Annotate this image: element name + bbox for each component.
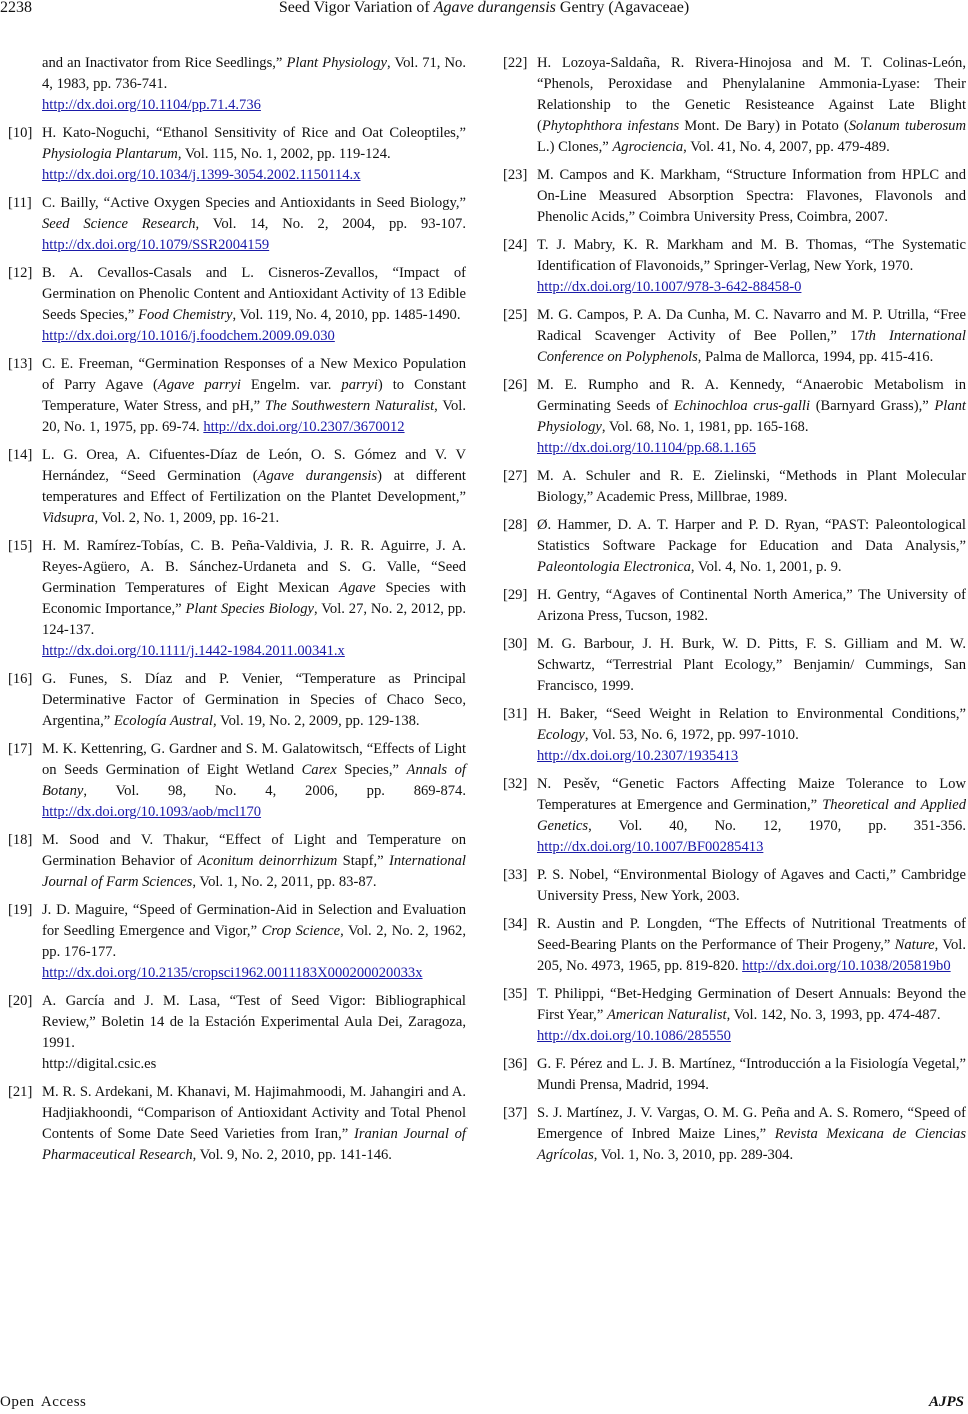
- reference-text: , Vol. 9, No. 2, 2010, pp. 141-146.: [192, 1147, 392, 1163]
- reference-text: M. G. Barbour, J. H. Burk, W. D. Pitts, F. S. Gilliam and M. W. Schwartz, “Terrestrial Plant Ecology,” Benjamin/ Cummings, San Francisco, 1999.: [537, 636, 966, 694]
- doi-link[interactable]: http://dx.doi.org/10.2307/1935413: [537, 748, 739, 764]
- reference-number: [19]: [8, 902, 33, 918]
- reference-text: T. J. Mabry, K. R. Markham and M. B. Thomas, “The Systematic Identification of Flavonoids,” Springer-Verlag, New York, 1970.: [537, 237, 966, 274]
- reference-text: H. M. Ramírez-Tobías, C. B. Peña-Valdivia, J. R. R. Aguirre, J. A. Reyes-Agüero, A. B. Sánchez-Urdaneta and S. G. Valle, “Seed Germination Temperatures of Eight Mexican: [42, 538, 466, 596]
- reference-text: H. Kato-Noguchi, “Ethanol Sensitivity of Rice and Oat Coleoptiles,”: [42, 125, 466, 141]
- reference-number: [36]: [503, 1056, 528, 1072]
- reference-number: [37]: [503, 1105, 528, 1121]
- reference-number: [10]: [8, 125, 33, 141]
- reference-text: , Vol. 27, No. 2, 2012, pp. 124-137.: [42, 601, 466, 638]
- reference-text: C. E. Freeman, “Germination Responses of a New Mexico Population of Parry Agave (: [42, 356, 466, 393]
- italic-title: Theoretical and Applied Genetics: [537, 797, 966, 834]
- reference-text: B. A. Cevallos-Casals and L. Cisneros-Zevallos, “Impact of Germination on Phenolic Content and Antioxidant Activity of 13 Edible Seeds Species,”: [42, 265, 466, 323]
- reference-entry: [499, 704, 966, 767]
- reference-text: M. Sood and V. Thakur, “Effect of Light and Temperature on Germination Behavior of: [42, 832, 466, 869]
- doi-link[interactable]: http://dx.doi.org/10.1093/aob/mcl170: [42, 804, 262, 820]
- reference-number: [22]: [503, 55, 528, 71]
- reference-number: [31]: [503, 706, 528, 722]
- reference-text: H. Gentry, “Agaves of Continental North America,” The University of Arizona Press, Tucson, 1982.: [537, 587, 966, 624]
- reference-text: Engelm. var.: [240, 377, 342, 393]
- reference-text: , Vol. 205, No. 4973, 1965, pp. 819-820.: [537, 937, 966, 974]
- reference-number: [11]: [8, 195, 32, 211]
- reference-text: , Vol. 142, No. 3, 1993, pp. 474-487.: [726, 1007, 941, 1023]
- italic-title: Vidsupra: [42, 510, 95, 526]
- reference-entry: [499, 914, 966, 977]
- italic-title: Nature: [894, 937, 935, 953]
- reference-text: , Vol. 19, No. 2, 2009, pp. 129-138.: [212, 713, 420, 729]
- reference-text: Stapf,”: [337, 853, 389, 869]
- doi-link[interactable]: http://dx.doi.org/10.1086/285550: [537, 1028, 731, 1044]
- doi-link[interactable]: http://dx.doi.org/10.2135/cropsci1962.0011183X000200020033x: [42, 965, 423, 981]
- reference-entry: [499, 1054, 966, 1096]
- reference-text: , Vol. 71, No. 4, 1983, pp. 736-741.: [42, 55, 466, 92]
- reference-text: , Vol. 115, No. 1, 2002, pp. 119-124.: [177, 146, 391, 162]
- italic-title: Seed Science Research: [42, 216, 196, 232]
- italic-title: American Naturalist: [606, 1007, 727, 1023]
- reference-entry: [4, 445, 466, 529]
- reference-text: H. Lozoya-Saldaña, R. Rivera-Hinojosa and M. T. Colinas-León, “Phenols, Peroxidase and Phenylalanine Ammonia-Lyase: Their Relationship to the Genetic Resisteance Against Late Blight (: [537, 55, 966, 134]
- italic-title: Plant Physiology: [537, 398, 966, 435]
- reference-number: [28]: [503, 517, 528, 533]
- references-right-column: [499, 53, 966, 1173]
- reference-text: Mont. De Bary) in Potato (: [679, 118, 849, 134]
- italic-title: The Southwestern Naturalist: [264, 398, 435, 414]
- italic-title: Ecology: [537, 727, 585, 743]
- reference-text: G. Funes, S. Díaz and P. Venier, “Temperature as Principal Determinative Factor of Germination in Species of Chaco Seco, Argentina,”: [42, 671, 466, 729]
- reference-number: [13]: [8, 356, 33, 372]
- reference-text: , Vol. 1, No. 2, 2011, pp. 83-87.: [192, 874, 377, 890]
- running-title-species: Agave durangensis: [433, 0, 556, 16]
- page-number: 2238: [0, 0, 32, 16]
- reference-entry: [4, 1082, 466, 1166]
- reference-text: , Vol. 98, No. 4, 2006, pp. 869-874.: [83, 783, 466, 799]
- reference-entry: [499, 235, 966, 298]
- doi-link[interactable]: http://dx.doi.org/10.1111/j.1442-1984.2011.00341.x: [42, 643, 345, 659]
- reference-text: A. García and J. M. Lasa, “Test of Seed Vigor: Bibliographical Review,” Boletin 14 de la Estación Experimental Aula Dei, Zaragoza, 1991.: [42, 993, 466, 1051]
- doi-link[interactable]: http://dx.doi.org/10.1038/205819b0: [742, 958, 951, 974]
- running-title-start: Seed Vigor Variation of: [278, 0, 434, 16]
- reference-number: [34]: [503, 916, 528, 932]
- italic-title: Paleontologia Electronica: [537, 559, 691, 575]
- doi-link[interactable]: http://dx.doi.org/10.1104/pp.68.1.165: [537, 440, 756, 456]
- reference-number: [14]: [8, 447, 33, 463]
- reference-text: L. G. Orea, A. Cifuentes-Díaz de León, O. S. Gómez and V. V Hernández, “Seed Germination (: [42, 447, 466, 484]
- reference-text: , Vol. 2, No. 1, 2009, pp. 16-21.: [94, 510, 280, 526]
- italic-title: Ecología Austral: [113, 713, 213, 729]
- reference-number: [24]: [503, 237, 528, 253]
- reference-number: [12]: [8, 265, 33, 281]
- reference-number: [16]: [8, 671, 33, 687]
- reference-text: Ø. Hammer, D. A. T. Harper and P. D. Ryan, “PAST: Paleontological Statistics Software Package for Education and Data Analysis,”: [537, 517, 966, 554]
- reference-number: [15]: [8, 538, 33, 554]
- italic-title: Carex: [301, 762, 337, 778]
- reference-entry: [4, 830, 466, 893]
- reference-entry: [4, 739, 466, 823]
- italic-title: Crop Science: [261, 923, 341, 939]
- doi-link[interactable]: http://dx.doi.org/10.1016/j.foodchem.2009.09.030: [42, 328, 335, 344]
- reference-number: [33]: [503, 867, 528, 883]
- reference-text: M. K. Kettenring, G. Gardner and S. M. Galatowitsch, “Effects of Light on Seeds Germination of Eight Wetland: [42, 741, 466, 778]
- reference-entry: [4, 536, 466, 662]
- reference-entry: [4, 263, 466, 347]
- reference-entry: [499, 774, 966, 858]
- italic-title: th International Conference on Polyphenols: [537, 328, 966, 365]
- reference-text: ) to Constant Temperature, Water Stress, and pH,”: [42, 377, 466, 414]
- reference-text: , Vol. 41, No. 4, 2007, pp. 479-489.: [683, 139, 890, 155]
- doi-link[interactable]: http://dx.doi.org/10.1034/j.1399-3054.2002.1150114.x: [42, 167, 361, 183]
- reference-text: , Vol. 14, No. 2, 2004, pp. 93-107.: [195, 216, 466, 232]
- page-header: [0, 0, 968, 19]
- italic-title: Agave durangensis: [257, 468, 378, 484]
- italic-title: Physiologia Plantarum: [42, 146, 178, 162]
- reference-number: [32]: [503, 776, 528, 792]
- reference-number: [21]: [8, 1084, 33, 1100]
- references-left-column: [4, 53, 466, 1173]
- reference-text: , Vol. 119, No. 4, 2010, pp. 1485-1490.: [232, 307, 461, 323]
- running-title-end: Gentry (Agavaceae): [555, 0, 690, 16]
- reference-number: [30]: [503, 636, 528, 652]
- reference-text: , Palma de Mallorca, 1994, pp. 415-416.: [697, 349, 934, 365]
- reference-url-text: http://digital.csic.es: [42, 1056, 157, 1072]
- doi-link[interactable]: http://dx.doi.org/10.1007/BF00285413: [537, 839, 764, 855]
- italic-title: Agave: [339, 580, 376, 596]
- reference-entry: [499, 305, 966, 368]
- reference-number: [23]: [503, 167, 528, 183]
- reference-text: G. F. Pérez and L. J. B. Martínez, “Introducción a la Fisiología Vegetal,” Mundi Prensa, Madrid, 1994.: [537, 1056, 966, 1093]
- reference-text: , Vol. 53, No. 6, 1972, pp. 997-1010.: [584, 727, 799, 743]
- reference-number: [27]: [503, 468, 528, 484]
- reference-number: [17]: [8, 741, 33, 757]
- doi-link[interactable]: http://dx.doi.org/10.1079/SSR2004159: [42, 237, 270, 253]
- reference-entry: [499, 53, 966, 158]
- reference-text: T. Philippi, “Bet-Hedging Germination of Desert Annuals: Beyond the First Year,”: [537, 986, 966, 1023]
- reference-entry: [499, 984, 966, 1047]
- reference-number: [35]: [503, 986, 528, 1002]
- italic-title: Agave parryi: [157, 377, 241, 393]
- italic-title: parryi: [341, 377, 378, 393]
- reference-text: M. G. Campos, P. A. Da Cunha, M. C. Navarro and M. P. Utrilla, “Free Radical Scavenger Activity of Bee Pollen,” 17: [537, 307, 966, 344]
- reference-text: , Vol. 68, No. 1, 1981, pp. 165-168.: [601, 419, 809, 435]
- reference-entry: [4, 123, 466, 186]
- doi-link[interactable]: http://dx.doi.org/10.2307/3670012: [203, 419, 405, 435]
- doi-link[interactable]: http://dx.doi.org/10.1007/978-3-642-88458-0: [537, 279, 802, 295]
- italic-title: Annals of Botany: [42, 762, 466, 799]
- italic-title: Aconitum deinorrhizum: [197, 853, 338, 869]
- reference-text: (Barnyard Grass),”: [810, 398, 935, 414]
- reference-text: , Vol. 4, No. 1, 2001, p. 9.: [690, 559, 842, 575]
- reference-entry: [499, 1103, 966, 1166]
- reference-entry: [499, 165, 966, 228]
- reference-number: [26]: [503, 377, 528, 393]
- reference-text: M. Campos and K. Markham, “Structure Information from HPLC and On-Line Measured Absorption Spectra: Flavones, Flavonols and Phenolic Acids,” Coimbra University Press, Coimbra, 2007.: [537, 167, 966, 225]
- reference-entry: [499, 634, 966, 697]
- reference-text: , Vol. 1, No. 3, 2010, pp. 289-304.: [593, 1147, 794, 1163]
- reference-text: Species,”: [336, 762, 407, 778]
- reference-number: [29]: [503, 587, 528, 603]
- reference-text: R. Austin and P. Longden, “The Effects of Nutritional Treatments of Seed-Bearing Plants on the Performance of Their Progeny,”: [537, 916, 966, 953]
- italic-title: Iranian Journal of Pharmaceutical Research: [42, 1126, 466, 1163]
- italic-title: Agrociencia: [612, 139, 684, 155]
- reference-entry: [499, 375, 966, 459]
- reference-text: N. Pesěv, “Genetic Factors Affecting Maize Tolerance to Low Temperatures at Emergence and Germination,”: [537, 776, 966, 813]
- italic-title: Solanum tuberosum: [848, 118, 966, 134]
- journal-abbreviation: AJPS: [928, 1394, 964, 1410]
- italic-title: Food Chemistry: [138, 307, 233, 323]
- reference-text: , Vol. 2, No. 2, 1962, pp. 176-177.: [42, 923, 467, 960]
- reference-number: [18]: [8, 832, 33, 848]
- reference-text: M. R. S. Ardekani, M. Khanavi, M. Hajimahmoodi, M. Jahangiri and A. Hadjiakhoondi, “Comparison of Antioxidant Activity and Total Phenol Contents of Some Date Seed Varieties from Iran,”: [42, 1084, 466, 1142]
- reference-text: Species with Economic Importance,”: [42, 580, 466, 617]
- italic-title: Plant Physiology: [286, 55, 388, 71]
- reference-entry: [499, 865, 966, 907]
- reference-entry: [4, 354, 466, 438]
- reference-text: P. S. Nobel, “Environmental Biology of Agaves and Cacti,” Cambridge University Press, New York, 2003.: [537, 867, 966, 904]
- open-access-label: Open Access: [0, 1394, 87, 1410]
- reference-text: , Vol. 40, No. 12, 1970, pp. 351-356.: [588, 818, 966, 834]
- reference-text: J. D. Maguire, “Speed of Germination-Aid in Selection and Evaluation for Seedling Emergence and Vigor,”: [42, 902, 466, 939]
- reference-entry: [4, 900, 466, 984]
- reference-entry: [499, 515, 966, 578]
- reference-number: [20]: [8, 993, 33, 1009]
- reference-text: C. Bailly, “Active Oxygen Species and Antioxidants in Seed Biology,”: [42, 195, 466, 211]
- italic-title: Plant Species Biology: [185, 601, 314, 617]
- reference-text: H. Baker, “Seed Weight in Relation to Environmental Conditions,”: [537, 706, 966, 722]
- italic-title: Phytophthora infestans: [541, 118, 680, 134]
- doi-link[interactable]: http://dx.doi.org/10.1104/pp.71.4.736: [42, 97, 261, 113]
- italic-title: Revista Mexicana de Ciencias Agrícolas: [537, 1126, 967, 1163]
- reference-text: M. E. Rumpho and R. A. Kennedy, “Anaerobic Metabolism in Germinating Seeds of: [537, 377, 966, 414]
- reference-entry: [4, 53, 466, 116]
- italic-title: Echinochloa crus-galli: [673, 398, 811, 414]
- reference-text: ) at different temperatures and Effect of Fertilization on the Plantet Development,”: [42, 468, 466, 505]
- italic-title: International Journal of Farm Sciences: [42, 853, 466, 890]
- reference-entry: [499, 466, 966, 508]
- reference-number: [25]: [503, 307, 528, 323]
- reference-entry: [499, 585, 966, 627]
- reference-entry: [4, 991, 466, 1075]
- reference-text: M. A. Schuler and R. E. Zielinski, “Methods in Plant Molecular Biology,” Academic Press, Millbrae, 1989.: [537, 468, 966, 505]
- reference-text: and an Inactivator from Rice Seedlings,”: [42, 55, 287, 71]
- reference-text: S. J. Martínez, J. V. Vargas, O. M. G. Peña and A. S. Romero, “Speed of Emergence of Inbred Maize Lines,”: [537, 1105, 966, 1142]
- reference-entry: [4, 669, 466, 732]
- reference-text: , Vol. 20, No. 1, 1975, pp. 69-74.: [42, 398, 466, 435]
- running-title: [0, 0, 968, 19]
- reference-entry: [4, 193, 466, 256]
- reference-text: L.) Clones,”: [537, 139, 613, 155]
